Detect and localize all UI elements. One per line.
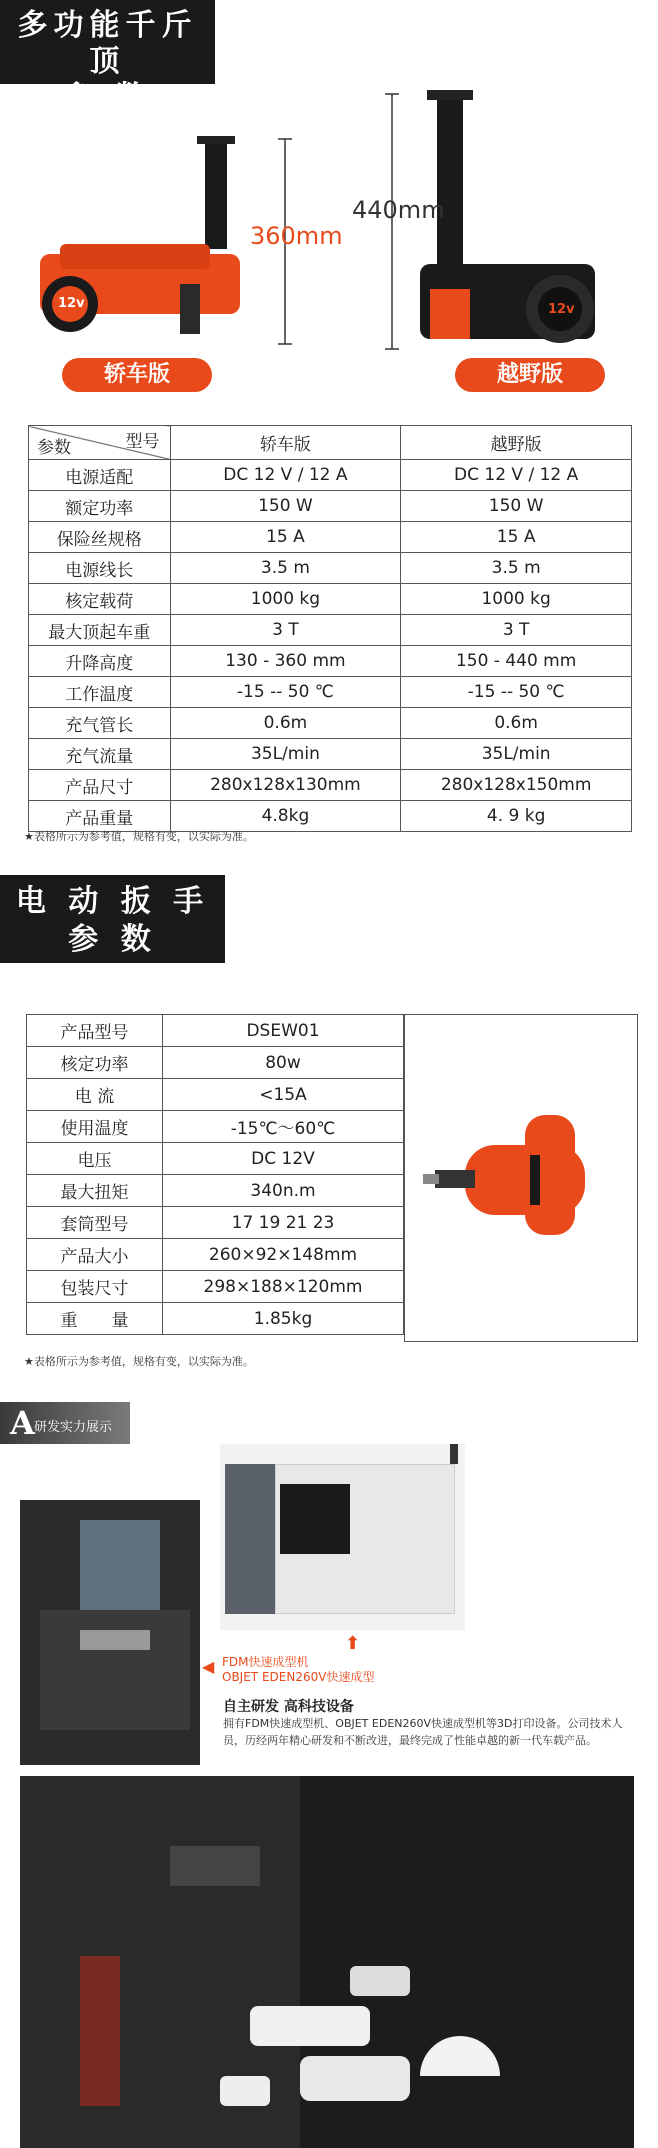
header-diagonal-cell: [29, 426, 171, 460]
row-value: 17 19 21 23: [163, 1207, 404, 1239]
wrench-product-image: [405, 1015, 637, 1341]
3d-printing-parts-photo: [20, 1776, 634, 2148]
wrench-image-box: [404, 1014, 638, 1342]
row-name: 保险丝规格: [29, 522, 171, 553]
jack-spec-table: [28, 425, 632, 832]
row-offroad-value: 15 A: [401, 522, 632, 553]
rd-header-letter: A: [10, 1404, 35, 1442]
offroad-height-label: 440mm: [352, 196, 445, 224]
row-offroad-value: 4. 9 kg: [401, 801, 632, 832]
row-sedan-value: 130 - 360 mm: [170, 646, 401, 677]
row-sedan-value: 3 T: [170, 615, 401, 646]
table-row: [27, 1143, 404, 1175]
row-sedan-value: DC 12 V / 12 A: [170, 460, 401, 491]
row-name: 电源适配: [29, 460, 171, 491]
table-row: [27, 1047, 404, 1079]
row-offroad-value: -15 -- 50 ℃: [401, 677, 632, 708]
printer-label-objet: OBJET EDEN260V快速成型: [222, 1670, 375, 1684]
row-name: 电压: [27, 1143, 163, 1175]
row-offroad-value: 150 W: [401, 491, 632, 522]
row-sedan-value: 3.5 m: [170, 553, 401, 584]
header-param-label: 参数: [37, 438, 71, 458]
rd-section-header: [0, 1402, 130, 1444]
row-name: 核定功率: [27, 1047, 163, 1079]
row-value: DC 12V: [163, 1143, 404, 1175]
row-sedan-value: 15 A: [170, 522, 401, 553]
row-name: 最大顶起车重: [29, 615, 171, 646]
jack-banner-line2: 参 数: [63, 80, 152, 115]
row-name: 充气管长: [29, 708, 171, 739]
row-sedan-value: -15 -- 50 ℃: [170, 677, 401, 708]
row-value: DSEW01: [163, 1015, 404, 1047]
table-row: [29, 491, 632, 522]
row-name: 工作温度: [29, 677, 171, 708]
header-model-label: 型号: [125, 432, 160, 452]
row-sedan-value: 1000 kg: [170, 584, 401, 615]
row-sedan-value: 0.6m: [170, 708, 401, 739]
row-name: 额定功率: [29, 491, 171, 522]
row-offroad-value: DC 12 V / 12 A: [401, 460, 632, 491]
jack-banner-line1: 多功能千斤顶: [17, 8, 198, 79]
table-row: [29, 677, 632, 708]
up-arrow-icon: ⬆: [345, 1633, 361, 1654]
offroad-version-tag: 越野版: [455, 358, 605, 392]
table-row: [29, 522, 632, 553]
jack-section-banner: [0, 0, 215, 115]
row-offroad-value: 280x128x150mm: [401, 770, 632, 801]
row-sedan-value: 150 W: [170, 491, 401, 522]
table-row: [27, 1111, 404, 1143]
table-row: [29, 553, 632, 584]
wrench-spec-table: [26, 1014, 404, 1335]
table-row: [27, 1303, 404, 1335]
wrench-banner-line2: 参 数: [68, 922, 157, 957]
table-row: [27, 1207, 404, 1239]
table-row: [29, 770, 632, 801]
table-row: [29, 739, 632, 770]
row-value: -15℃～60℃: [163, 1111, 404, 1143]
row-name: 产品重量: [29, 801, 171, 832]
table-row: [27, 1271, 404, 1303]
row-name: 最大扭矩: [27, 1175, 163, 1207]
table-row: [27, 1239, 404, 1271]
row-name: 电源线长: [29, 553, 171, 584]
left-arrow-icon: ◀: [202, 1657, 215, 1676]
fdm-printer-photo: [220, 1444, 465, 1630]
col-sedan-header: 轿车版: [170, 426, 401, 460]
row-value: 298×188×120mm: [163, 1271, 404, 1303]
table-header-row: [29, 426, 632, 460]
table-row: [29, 460, 632, 491]
row-value: <15A: [163, 1079, 404, 1111]
row-offroad-value: 0.6m: [401, 708, 632, 739]
rd-description: 拥有FDM快速成型机、OBJET EDEN260V快速成型机等3D打印设备。公司技术人员，历经两年精心研发和不断改进，最终完成了性能卓越的新一代车载产品。: [223, 1717, 623, 1747]
row-value: 1.85kg: [163, 1303, 404, 1335]
row-name: 产品尺寸: [29, 770, 171, 801]
objet-printer-photo: [20, 1500, 200, 1765]
row-name: 核定载荷: [29, 584, 171, 615]
jack-table-note: ★表格所示为参考值，规格有变，以实际为准。: [24, 830, 254, 843]
row-name: 产品型号: [27, 1015, 163, 1047]
row-name: 充气流量: [29, 739, 171, 770]
sedan-height-label: 360mm: [250, 222, 343, 250]
table-row: [29, 615, 632, 646]
row-offroad-value: 150 - 440 mm: [401, 646, 632, 677]
table-row: [29, 708, 632, 739]
row-value: 340n.m: [163, 1175, 404, 1207]
table-row: [27, 1015, 404, 1047]
rd-header-text: 研发实力展示: [34, 1420, 113, 1435]
row-name: 产品大小: [27, 1239, 163, 1271]
row-offroad-value: 3.5 m: [401, 553, 632, 584]
printer-label-fdm: FDM快速成型机: [222, 1655, 309, 1669]
wrench-banner-line1: 电 动 扳 手: [15, 884, 210, 919]
wrench-table-note: ★表格所示为参考值，规格有变，以实际为准。: [24, 1355, 254, 1368]
col-offroad-header: 越野版: [401, 426, 632, 460]
row-name: 使用温度: [27, 1111, 163, 1143]
sedan-badge: 12v: [58, 296, 85, 311]
table-row: [27, 1175, 404, 1207]
row-sedan-value: 4.8kg: [170, 801, 401, 832]
wrench-section-banner: [0, 875, 225, 963]
table-row: [29, 801, 632, 832]
offroad-badge: 12v: [548, 302, 575, 317]
row-name: 套筒型号: [27, 1207, 163, 1239]
row-value: 260×92×148mm: [163, 1239, 404, 1271]
row-offroad-value: 1000 kg: [401, 584, 632, 615]
row-offroad-value: 35L/min: [401, 739, 632, 770]
row-name: 重 量: [27, 1303, 163, 1335]
table-row: [29, 646, 632, 677]
sedan-version-tag: 轿车版: [62, 358, 212, 392]
row-value: 80w: [163, 1047, 404, 1079]
row-name: 电 流: [27, 1079, 163, 1111]
table-row: [27, 1079, 404, 1111]
row-sedan-value: 35L/min: [170, 739, 401, 770]
rd-title: 自主研发 高科技设备: [223, 1699, 354, 1715]
row-name: 包装尺寸: [27, 1271, 163, 1303]
row-name: 升降高度: [29, 646, 171, 677]
table-row: [29, 584, 632, 615]
row-offroad-value: 3 T: [401, 615, 632, 646]
row-sedan-value: 280x128x130mm: [170, 770, 401, 801]
